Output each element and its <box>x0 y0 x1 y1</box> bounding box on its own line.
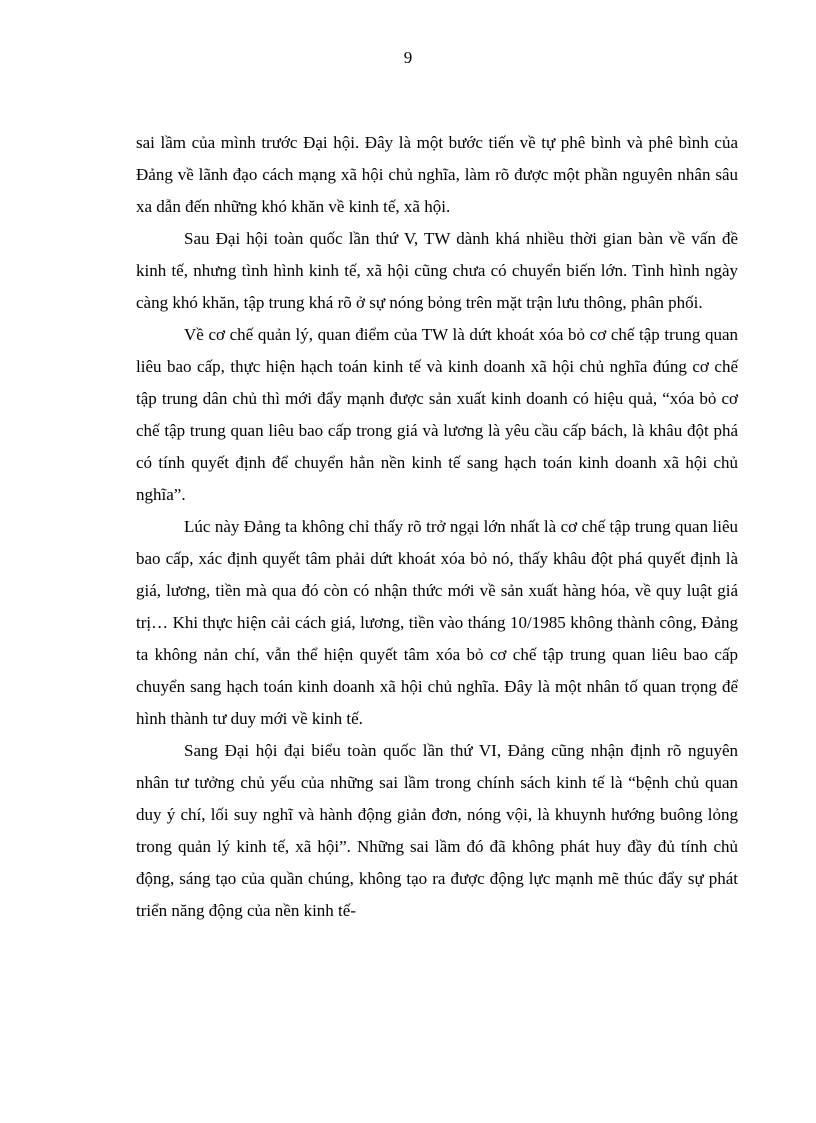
document-body <box>136 127 738 927</box>
paragraph-after-fifth-congress: Sau Đại hội toàn quốc lần thứ V, TW dành khá nhiều thời gian bàn về vấn đề kinh tế, nhưng tình hình kinh tế, xã hội cũng chưa có chuyển biến lớn. Tình hình ngày càng khó khăn, tập trung khá rõ ở sự nóng bỏng trên mặt trận lưu thông, phân phối. <box>136 229 738 312</box>
paragraph-breakthrough: Lúc này Đảng ta không chỉ thấy rõ trở ngại lớn nhất là cơ chế tập trung quan liêu bao cấp, xác định quyết tâm phải dứt khoát xóa bỏ nó, thấy khâu đột phá quyết định là giá, lương, tiền mà qua đó còn có nhận thức mới về sản xuất hàng hóa, về quy luật giá trị… Khi thực hiện cải cách giá, lương, tiền vào tháng 10/1985 không thành công, Đảng ta không nản chí, vẫn thể hiện quyết tâm xóa bỏ cơ chế tập trung quan liêu bao cấp chuyển sang hạch toán kinh doanh xã hội chủ nghĩa. Đây là một nhân tố quan trọng để hình thành tư duy mới về kinh tế. <box>136 517 738 728</box>
paragraph-continuation: sai lầm của mình trước Đại hội. Đây là một bước tiến về tự phê bình và phê bình của Đảng về lãnh đạo cách mạng xã hội chủ nghĩa, làm rõ được một phần nguyên nhân sâu xa dẫn đến những khó khăn về kinh tế, xã hội. <box>136 133 738 216</box>
paragraph-sixth-congress: Sang Đại hội đại biểu toàn quốc lần thứ VI, Đảng cũng nhận định rõ nguyên nhân tư tưởng chủ yếu của những sai lầm trong chính sách kinh tế là “bệnh chủ quan duy ý chí, lối suy nghĩ và hành động giản đơn, nóng vội, là khuynh hướng buông lỏng trong quản lý kinh tế, xã hội”. Những sai lầm đó đã không phát huy đầy đủ tính chủ động, sáng tạo của quần chúng, không tạo ra được động lực mạnh mẽ thúc đẩy sự phát triển năng động của nền kinh tế- <box>136 741 738 920</box>
page-number: 9 <box>403 48 413 67</box>
paragraph-management-mechanism: Về cơ chế quản lý, quan điểm của TW là dứt khoát xóa bỏ cơ chế tập trung quan liêu bao cấp, thực hiện hạch toán kinh tế và kinh doanh xã hội chủ nghĩa đúng cơ chế tập trung dân chủ thì mới đẩy mạnh được sản xuất kinh doanh có hiệu quả, “xóa bỏ cơ chế tập trung quan liêu bao cấp trong giá và lương là yêu cầu cấp bách, là khâu đột phá có tính quyết định để chuyển hẳn nền kinh tế sang hạch toán kinh doanh xã hội chủ nghĩa”. <box>136 325 738 504</box>
